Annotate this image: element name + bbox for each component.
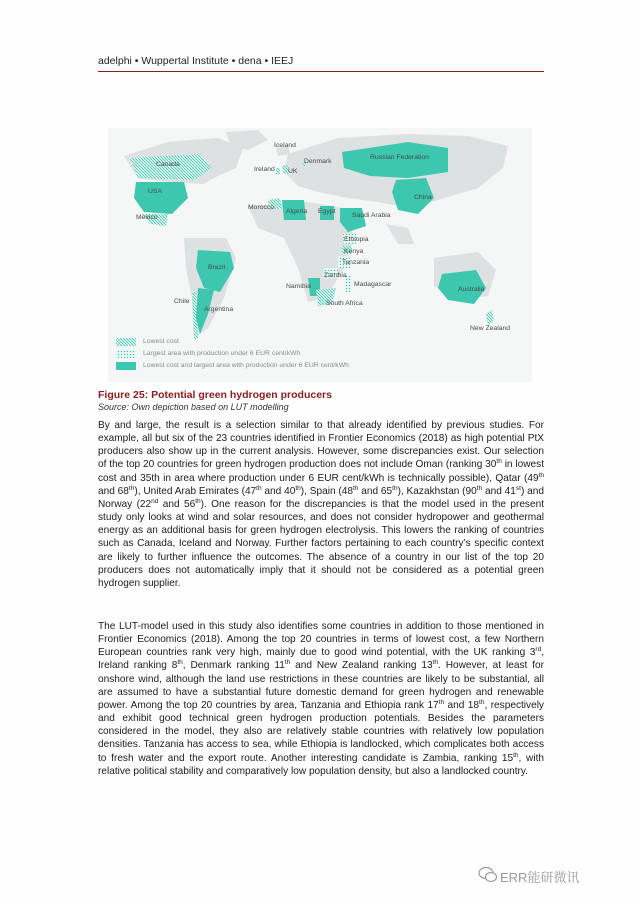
map-label-denmark: Denmark bbox=[304, 158, 332, 165]
body-paragraph-1: By and large, the result is a selection similar to that already identified by previous studies. For example, all but six of the 23 countries identified in Frontier Economics (2018) as high potential PtX producers also show up in the current analysis. However, some discrepancies exist. Our selection of the top 20 countries for green hydrogen production does not include Oman (ranking 30th in lowest cost and 35th in area where production under 6 EUR cent/kWh is technically possible), Qatar (49th and 68th), United Arab Emirates (47th and 40th), Spain (48th and 65th), Kazakhstan (90th and 41st) and Norway (22nd and 56th). One reason for the discrepancies is that the model used in the present study only looks at wind and solar resources, and does not consider hydropower and geothermal energy as an additional basis for green hydrogen electrolysis. This lowers the ranking of countries such as Canada, Iceland and Norway. Further factors pertaining to each country’s specific context are likely to further influence the outcomes. The absence of a country in our list of the top 20 producers does not automatically imply that it should not be considered as a potential green hydrogen supplier. bbox=[98, 420, 545, 589]
map-label-saudi-arabia: Saudi Arabia bbox=[352, 212, 391, 219]
map-label-chile: Chile bbox=[174, 298, 190, 305]
map-label-ireland: Ireland bbox=[254, 166, 275, 173]
map-label-namibia: Namibia bbox=[286, 283, 311, 290]
country-ireland bbox=[276, 168, 280, 174]
map-label-kenya: Kenya bbox=[344, 248, 364, 255]
country-usa bbox=[134, 182, 188, 214]
watermark-text: ERR能研微讯 bbox=[500, 870, 580, 885]
map-label-zambia: Zambia bbox=[324, 272, 347, 279]
body-paragraph-2: The LUT-model used in this study also identifies some countries in addition to those mentioned in Frontier Economics (2018). Among the top 20 countries in terms of lowest cost, a few Northern European countries rank very high, mainly due to good wind potential, with the UK ranking 3rd, Ireland ranking 8th, Denmark ranking 11th and New Zealand ranking 13th. However, at least for onshore wind, although the land use restrictions in these countries are likely to be substantial, all are assumed to have a substantial future domestic demand for green hydrogen and renewable power. Among the top 20 countries by area, Tanzania and Ethiopia rank 17th and 18th, respectively and exhibit good technical green hydrogen production potentials. Besides the parameters considered in the model, they also are relatively stable countries with relatively low population densities. Tanzania has access to sea, while Ethiopia is landlocked, which complicates both access to fresh water and the export route. Another interesting candidate is Zambia, ranking 15th, with relative political stability and comparatively low population density, but also a landlocked country. bbox=[98, 621, 544, 777]
map-label-new-zealand: New Zealand bbox=[470, 325, 511, 332]
map-label-tanzania: Tanzania bbox=[342, 259, 370, 266]
legend-swatch-largest-area bbox=[116, 350, 136, 358]
map-label-mexico: Mexico bbox=[136, 214, 158, 221]
legend-label-largest-area: Largest area with production under 6 EUR cent/kWh bbox=[143, 350, 301, 357]
map-label-australia: Australia bbox=[458, 286, 485, 293]
legend-swatch-both bbox=[116, 362, 136, 370]
map-label-algeria: Algeria bbox=[286, 208, 308, 215]
world-map-figure bbox=[108, 128, 532, 382]
map-label-ethiopia: Ethiopia bbox=[344, 236, 369, 243]
map-label-russia: Russian Federation bbox=[370, 154, 429, 161]
legend-label-both: Lowest cost and largest area with production under 6 EUR cent/kWh bbox=[143, 362, 349, 369]
map-label-usa: USA bbox=[148, 188, 162, 195]
legend-swatch-lowest-cost bbox=[116, 338, 136, 346]
map-label-argentina: Argentina bbox=[204, 306, 234, 313]
legend-label-lowest-cost: Lowest cost bbox=[143, 338, 179, 345]
country-new-zealand bbox=[486, 310, 494, 326]
header-rule bbox=[98, 71, 544, 72]
figure-source: Source: Own depiction based on LUT modelling bbox=[98, 402, 289, 412]
running-header: adelphi • Wuppertal Institute • dena • IEEJ bbox=[98, 55, 294, 67]
map-label-south-africa: South Africa bbox=[326, 300, 363, 307]
map-label-brazil: Brazil bbox=[208, 264, 225, 271]
figure-title: Figure 25: Potential green hydrogen producers bbox=[98, 389, 332, 401]
map-label-madagascar: Madagascar bbox=[354, 281, 392, 288]
map-label-canada: Canada bbox=[156, 161, 180, 168]
wechat-icon bbox=[478, 866, 498, 884]
map-label-uk: UK bbox=[288, 168, 298, 175]
map-label-morocco: Morocco bbox=[248, 204, 275, 211]
map-label-egypt: Egypt bbox=[318, 208, 336, 215]
map-label-china: China bbox=[414, 194, 432, 201]
map-label-iceland: Iceland bbox=[274, 142, 296, 149]
